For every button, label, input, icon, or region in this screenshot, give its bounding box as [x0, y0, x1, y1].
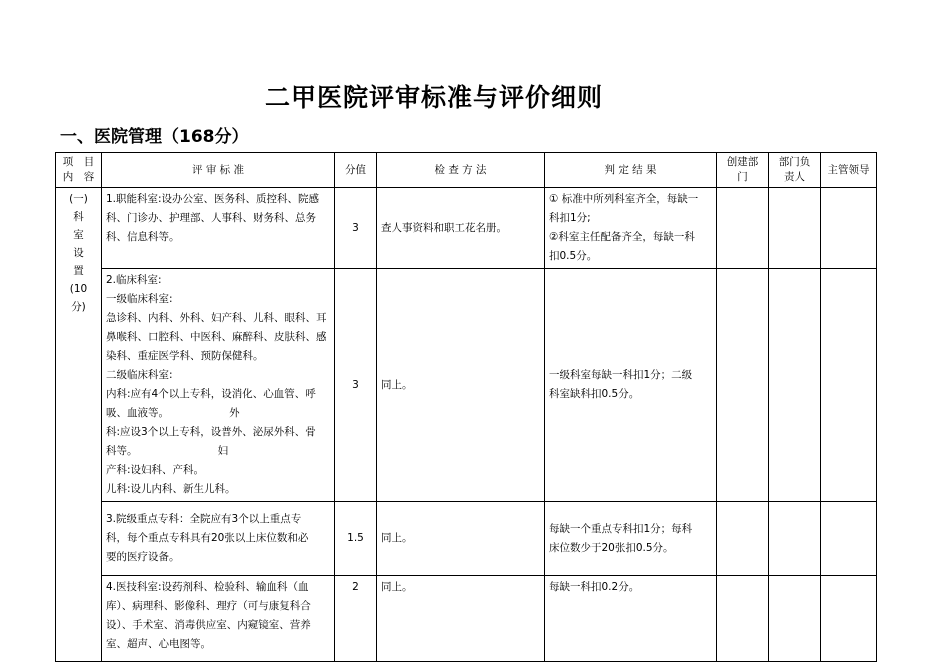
result-cell: ① 标准中所列科室齐全，每缺一 科扣1分; ②科室主任配备齐全，每缺一科 扣0.5分。 [545, 188, 717, 269]
dept-cell [717, 502, 769, 576]
score-cell: 3 [335, 269, 377, 502]
method-cell: 同上。 [377, 269, 545, 502]
head-cell [769, 269, 821, 502]
table-row [56, 576, 877, 662]
header-score: 分值 [335, 153, 377, 188]
item-category-cell: (一) 科 室 设 置 (10 分) [56, 188, 102, 662]
result-cell: 每缺一科扣0.2分。 [545, 576, 717, 662]
header-item: 项 目 内 容 [56, 153, 102, 188]
score-cell: 2 [335, 576, 377, 662]
result-cell: 一级科室每缺一科扣1分；二级 科室缺科扣0.5分。 [545, 269, 717, 502]
standard-cell: 2.临床科室: 一级临床科室: 急诊科、内科、外科、妇产科、儿科、眼科、耳 鼻喉科、口腔科、中医科、麻醉科、皮肤科、感 染科、重症医学科、预防保健科。 二级临床科室: 内科:应有4个以上专科，设消化、心血管、呼 吸、血液等。 外 科:应设3个以上专科，设普外、泌尿外科、骨 科等。 妇 产科:设妇科、产科。 儿科:设儿内科、新生儿科。 [102, 269, 335, 502]
method-cell: 查人事资料和职工花名册。 [377, 188, 545, 269]
leader-cell [821, 188, 877, 269]
table-header-row [56, 153, 877, 188]
result-cell: 每缺一个重点专科扣1分；每科 床位数少于20张扣0.5分。 [545, 502, 717, 576]
leader-cell [821, 502, 877, 576]
review-standards-table [55, 152, 877, 662]
head-cell [769, 188, 821, 269]
header-standard: 评 审 标 准 [102, 153, 335, 188]
head-cell [769, 576, 821, 662]
head-cell [769, 502, 821, 576]
table-row [56, 502, 877, 576]
page-title: 二甲医院评审标准与评价细则 [264, 83, 603, 112]
header-dept: 创建部 门 [717, 153, 769, 188]
table-row [56, 188, 877, 269]
leader-cell [821, 269, 877, 502]
leader-cell [821, 576, 877, 662]
score-cell: 1.5 [335, 502, 377, 576]
standard-cell: 3.院级重点专科：全院应有3个以上重点专 科，每个重点专科具有20张以上床位数和必 要的医疗设备。 [102, 502, 335, 576]
dept-cell [717, 269, 769, 502]
table-row [56, 269, 877, 502]
standard-cell: 4.医技科室:设药剂科、检验科、输血科（血 库）、病理科、影像科、理疗（可与康复科合 设）、手术室、消毒供应室、内窥镜室、营养 室、超声、心电图等。 [102, 576, 335, 662]
standard-cell: 1.职能科室:设办公室、医务科、质控科、院感 科、门诊办、护理部、人事科、财务科、总务 科、信息科等。 [102, 188, 335, 269]
dept-cell [717, 576, 769, 662]
header-head: 部门负 责人 [769, 153, 821, 188]
score-cell: 3 [335, 188, 377, 269]
dept-cell [717, 188, 769, 269]
header-leader: 主管领导 [821, 153, 877, 188]
method-cell: 同上。 [377, 502, 545, 576]
method-cell: 同上。 [377, 576, 545, 662]
section-title: 一、医院管理（168分） [60, 127, 249, 147]
header-result: 判 定 结 果 [545, 153, 717, 188]
header-method: 检 查 方 法 [377, 153, 545, 188]
